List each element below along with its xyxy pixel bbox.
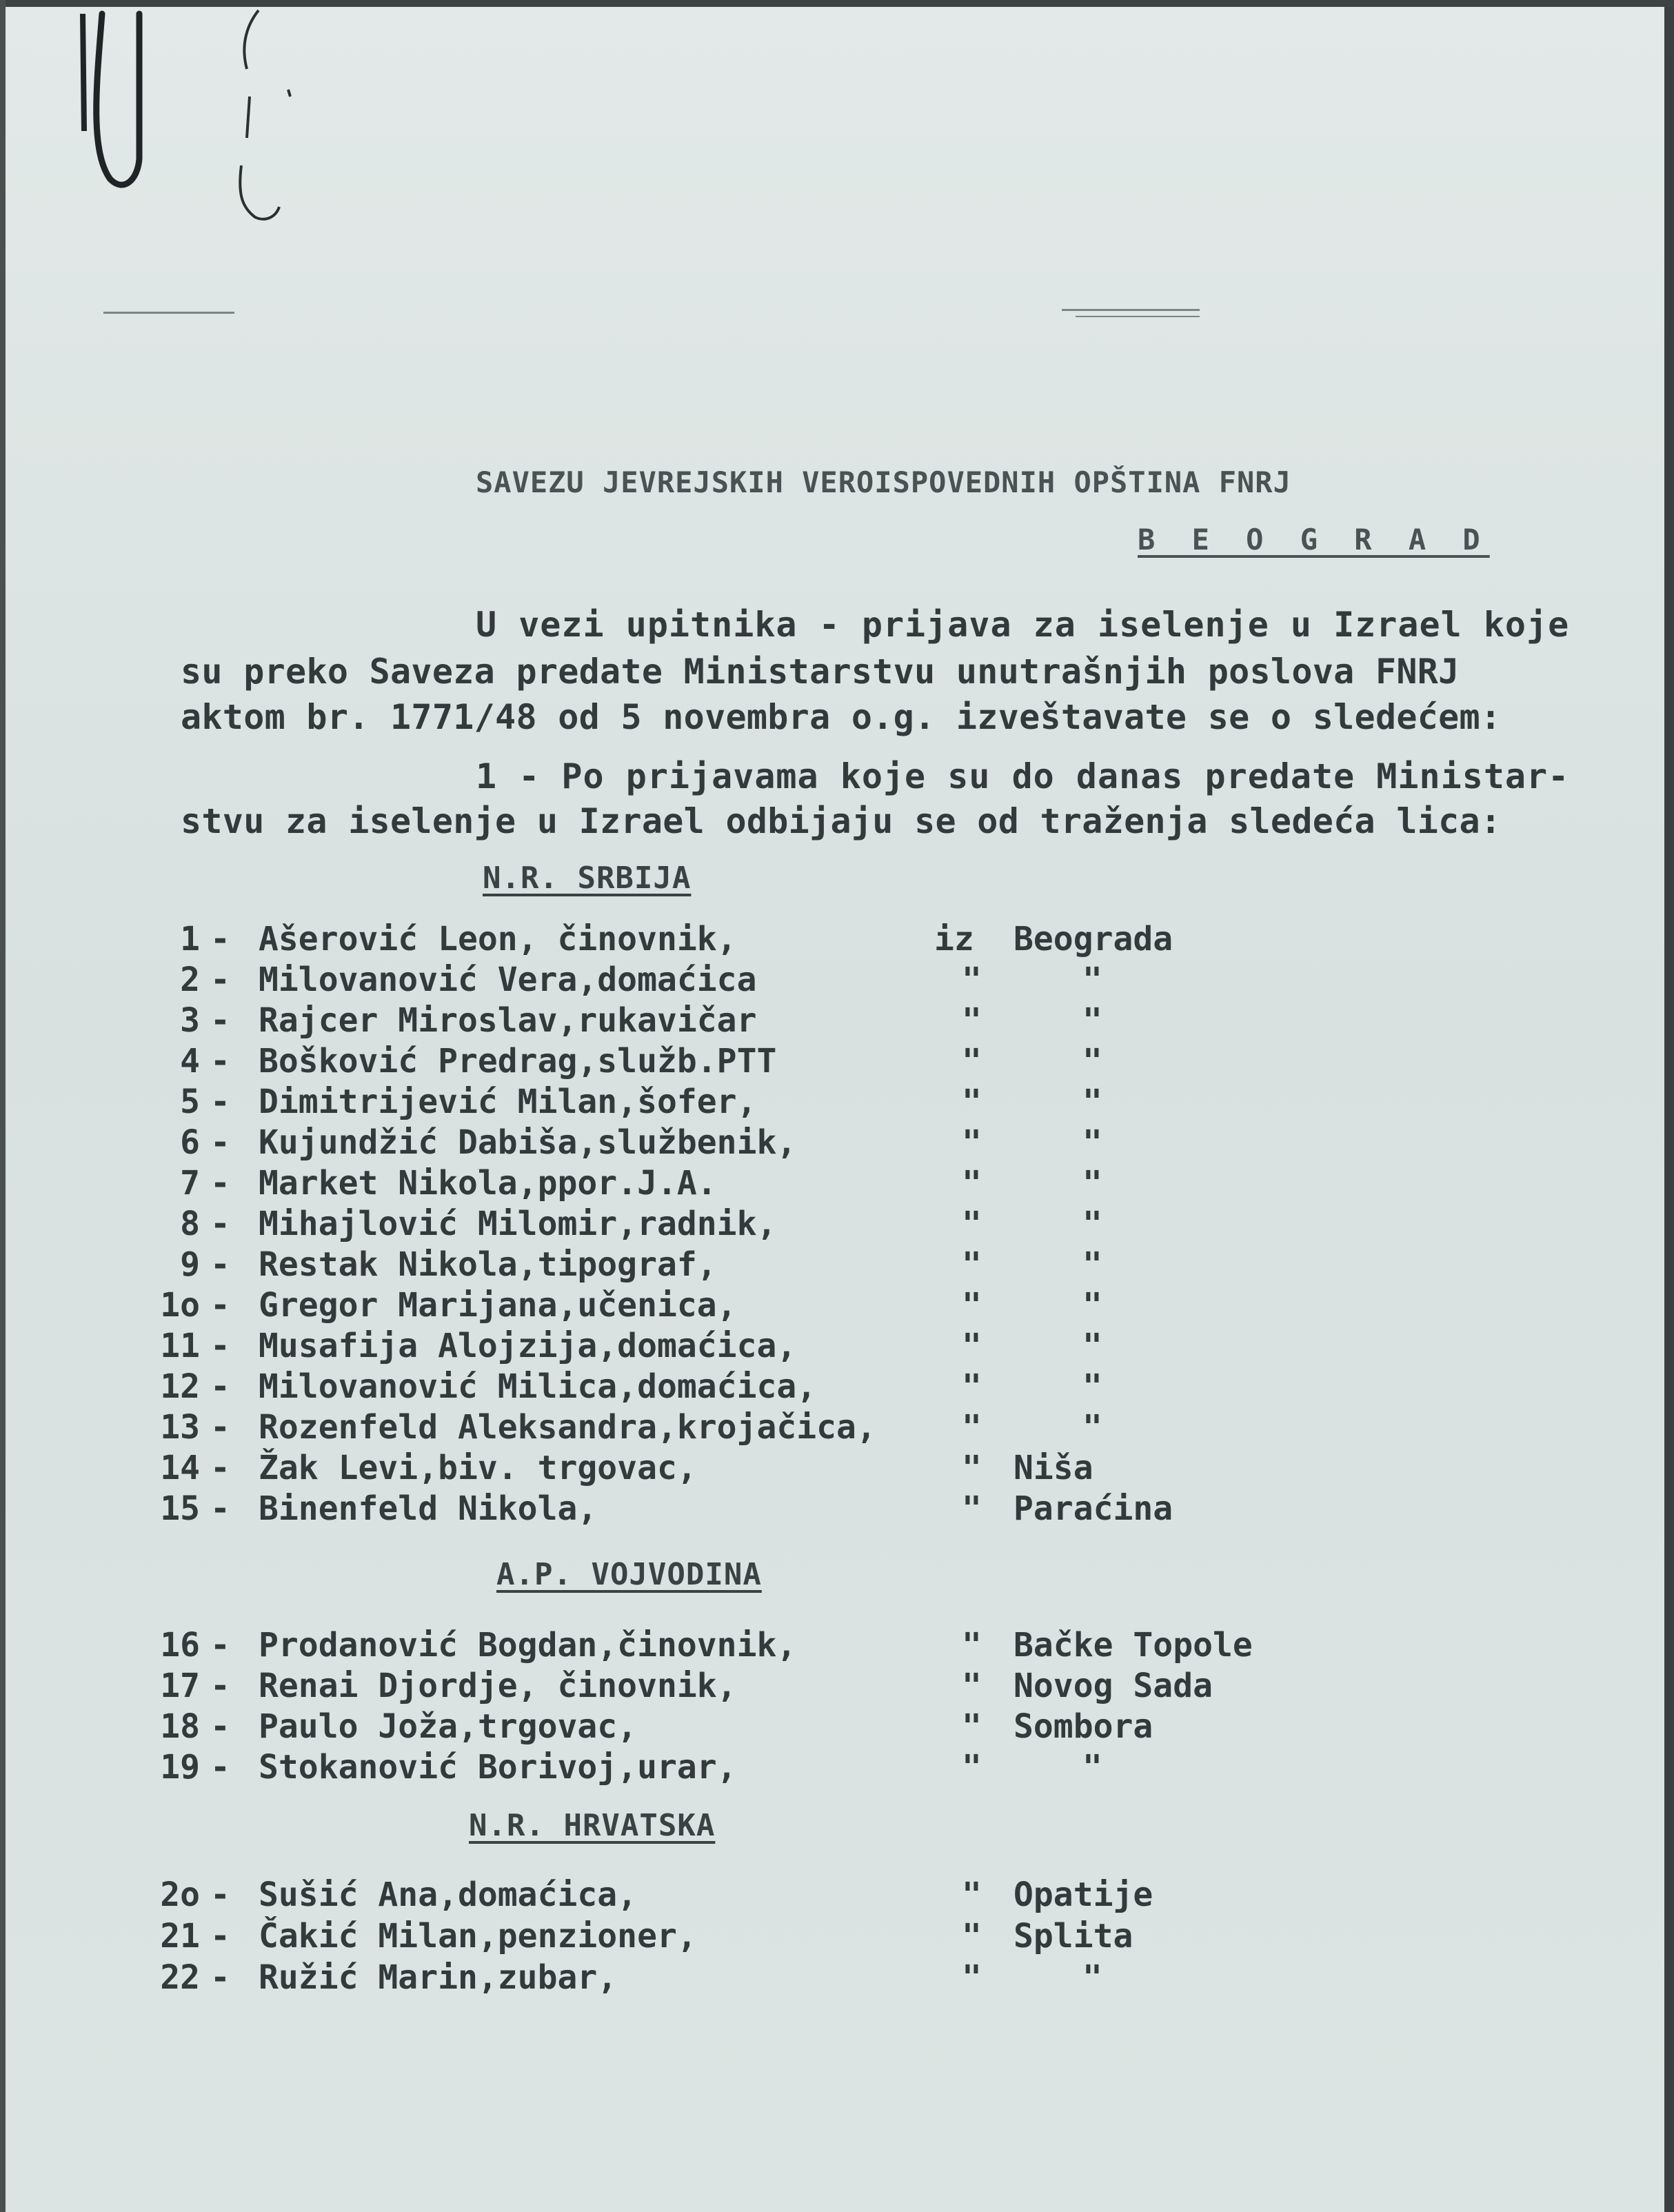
row-number: 1: [180, 920, 200, 958]
list-item: [0, 1123, 1379, 1165]
row-ditto: ": [962, 1667, 982, 1705]
list-item: [0, 1245, 1379, 1287]
row-name: Žak Levi,biv. trgovac,: [259, 1449, 697, 1487]
row-number: 22: [160, 1958, 200, 1997]
list-item: [0, 1408, 1379, 1449]
row-dash: -: [210, 1205, 230, 1243]
list-item: [0, 1001, 1379, 1043]
row-name: Ružić Marin,zubar,: [259, 1958, 618, 1997]
city: B E O G R A D: [1138, 523, 1490, 556]
list-item: [0, 1327, 1379, 1368]
row-name: Renai Djordje, činovnik,: [259, 1667, 737, 1705]
row-ditto: ": [962, 1489, 982, 1528]
row-dash: -: [210, 1042, 230, 1080]
row-dash: -: [210, 1489, 230, 1528]
row-ditto: ": [962, 1042, 982, 1080]
row-dash: -: [210, 1449, 230, 1487]
row-place: ": [1082, 1001, 1102, 1040]
row-dash: -: [210, 1917, 230, 1955]
row-ditto: ": [962, 1327, 982, 1365]
row-name: Musafija Alojzija,domaćica,: [259, 1327, 797, 1365]
row-number: 9: [180, 1245, 200, 1284]
row-dash: -: [210, 1876, 230, 1914]
row-name: Milovanović Vera,domaćica: [259, 961, 757, 999]
paragraph-1-line-2: su preko Saveza predate Ministarstvu unutrašnjih poslova FNRJ: [181, 652, 1460, 692]
row-dash: -: [210, 1286, 230, 1325]
row-ditto: ": [962, 1748, 982, 1787]
list-item: [0, 1958, 1379, 2000]
row-dash: -: [210, 1626, 230, 1665]
row-name: Bošković Predrag,služb.PTT: [259, 1042, 777, 1080]
divider-right: [1062, 309, 1200, 311]
row-ditto: ": [962, 1083, 982, 1121]
row-place: ": [1082, 1367, 1102, 1406]
section-title-vojvodina: A.P. VOJVODINA: [496, 1557, 762, 1592]
list-item: [0, 1164, 1379, 1205]
row-place: ": [1082, 1958, 1102, 1997]
row-number: 18: [160, 1707, 200, 1746]
paragraph-2-line-1: 1 - Po prijavama koje su do danas predate Ministar-: [476, 756, 1570, 796]
row-dash: -: [210, 1083, 230, 1121]
row-number: 14: [160, 1449, 200, 1487]
row-dash: -: [210, 920, 230, 958]
list-item: [0, 1626, 1379, 1667]
list-item: [0, 1042, 1379, 1083]
row-number: 4: [180, 1042, 200, 1080]
row-place: ": [1082, 1083, 1102, 1121]
row-name: Market Nikola,ppor.J.A.: [259, 1164, 717, 1203]
row-ditto: ": [962, 1001, 982, 1040]
row-number: 16: [160, 1626, 200, 1665]
row-dash: -: [210, 1123, 230, 1162]
row-name: Ašerović Leon, činovnik,: [259, 920, 737, 958]
row-place: ": [1082, 1042, 1102, 1080]
row-name: Paulo Joža,trgovac,: [259, 1707, 638, 1746]
row-place: ": [1082, 961, 1102, 999]
row-ditto: iz: [934, 920, 974, 958]
list-item: [0, 1489, 1379, 1531]
row-name: Rajcer Miroslav,rukavičar: [259, 1001, 757, 1040]
list-item: [0, 1449, 1379, 1490]
paragraph-2-line-2: stvu za iselenje u Izrael odbijaju se od traženja sledeća lica:: [181, 801, 1502, 841]
row-ditto: ": [962, 1245, 982, 1284]
row-ditto: ": [962, 1286, 982, 1325]
row-number: 15: [160, 1489, 200, 1528]
list-item: [0, 1083, 1379, 1124]
row-place: ": [1082, 1286, 1102, 1325]
row-place: ": [1082, 1408, 1102, 1447]
row-dash: -: [210, 1707, 230, 1746]
row-name: Mihajlović Milomir,radnik,: [259, 1205, 777, 1243]
list-item: [0, 1707, 1379, 1749]
row-dash: -: [210, 1001, 230, 1040]
row-name: Stokanović Borivoj,urar,: [259, 1748, 737, 1787]
row-dash: -: [210, 1408, 230, 1447]
paragraph-1-line-1: U vezi upitnika - prijava za iselenje u Izrael koje: [476, 605, 1570, 645]
row-place: ": [1082, 1748, 1102, 1787]
row-ditto: ": [962, 1164, 982, 1203]
row-name: Rozenfeld Aleksandra,krojačica,: [259, 1408, 876, 1447]
row-dash: -: [210, 1327, 230, 1365]
row-place: Bačke Topole: [1014, 1626, 1253, 1665]
divider-right-2: [1076, 316, 1200, 317]
row-ditto: ": [962, 1408, 982, 1447]
row-number: 19: [160, 1748, 200, 1787]
row-number: 2: [180, 961, 200, 999]
row-dash: -: [210, 961, 230, 999]
row-place: ": [1082, 1164, 1102, 1203]
row-place: Splita: [1014, 1917, 1133, 1955]
list-item: [0, 1876, 1379, 1917]
row-place: Beograda: [1014, 920, 1173, 958]
list-item: [0, 961, 1379, 1002]
row-place: Paraćina: [1014, 1489, 1173, 1528]
row-name: Gregor Marijana,učenica,: [259, 1286, 737, 1325]
row-place: Novog Sada: [1014, 1667, 1213, 1705]
row-ditto: ": [962, 1123, 982, 1162]
row-dash: -: [210, 1164, 230, 1203]
row-ditto: ": [962, 1958, 982, 1997]
row-ditto: ": [962, 1917, 982, 1955]
divider-left: [103, 312, 234, 314]
row-dash: -: [210, 1748, 230, 1787]
list-item: [0, 1917, 1379, 1958]
row-number: 21: [160, 1917, 200, 1955]
row-name: Dimitrijević Milan,šofer,: [259, 1083, 757, 1121]
section-title-hrvatska: N.R. HRVATSKA: [469, 1808, 716, 1843]
row-dash: -: [210, 1667, 230, 1705]
paragraph-1-line-3: aktom br. 1771/48 od 5 novembra o.g. izveštavate se o sledećem:: [181, 697, 1502, 737]
section-title-srbija: N.R. SRBIJA: [483, 861, 692, 896]
list-item: [0, 920, 1379, 961]
row-place: ": [1082, 1205, 1102, 1243]
row-name: Čakić Milan,penzioner,: [259, 1917, 697, 1955]
row-name: Binenfeld Nikola,: [259, 1489, 598, 1528]
handwritten-marks: [69, 0, 400, 290]
row-ditto: ": [962, 1449, 982, 1487]
row-place: Niša: [1014, 1449, 1093, 1487]
row-number: 12: [160, 1367, 200, 1406]
row-name: Restak Nikola,tipograf,: [259, 1245, 717, 1284]
row-place: ": [1082, 1245, 1102, 1284]
list-item: [0, 1748, 1379, 1789]
row-ditto: ": [962, 1876, 982, 1914]
row-ditto: ": [962, 961, 982, 999]
list-item: [0, 1367, 1379, 1409]
row-number: 6: [180, 1123, 200, 1162]
addressee: SAVEZU JEVREJSKIH VEROISPOVEDNIH OPŠTINA FNRJ: [476, 465, 1291, 499]
row-place: ": [1082, 1327, 1102, 1365]
row-name: Milovanović Milica,domaćica,: [259, 1367, 817, 1406]
list-item: [0, 1667, 1379, 1708]
row-ditto: ": [962, 1205, 982, 1243]
list-item: [0, 1205, 1379, 1246]
row-dash: -: [210, 1958, 230, 1997]
row-ditto: ": [962, 1626, 982, 1665]
row-name: Kujundžić Dabiša,službenik,: [259, 1123, 797, 1162]
row-dash: -: [210, 1367, 230, 1406]
row-ditto: ": [962, 1367, 982, 1406]
row-number: 5: [180, 1083, 200, 1121]
row-name: Sušić Ana,domaćica,: [259, 1876, 638, 1914]
row-number: 7: [180, 1164, 200, 1203]
row-number: 17: [160, 1667, 200, 1705]
row-number: 3: [180, 1001, 200, 1040]
row-number: 2o: [160, 1876, 200, 1914]
row-number: 13: [160, 1408, 200, 1447]
row-number: 8: [180, 1205, 200, 1243]
row-ditto: ": [962, 1707, 982, 1746]
row-name: Prodanović Bogdan,činovnik,: [259, 1626, 797, 1665]
list-item: [0, 1286, 1379, 1327]
row-place: Sombora: [1014, 1707, 1153, 1746]
row-place: ": [1082, 1123, 1102, 1162]
row-dash: -: [210, 1245, 230, 1284]
row-place: Opatije: [1014, 1876, 1153, 1914]
row-number: 11: [160, 1327, 200, 1365]
row-number: 1o: [160, 1286, 200, 1325]
